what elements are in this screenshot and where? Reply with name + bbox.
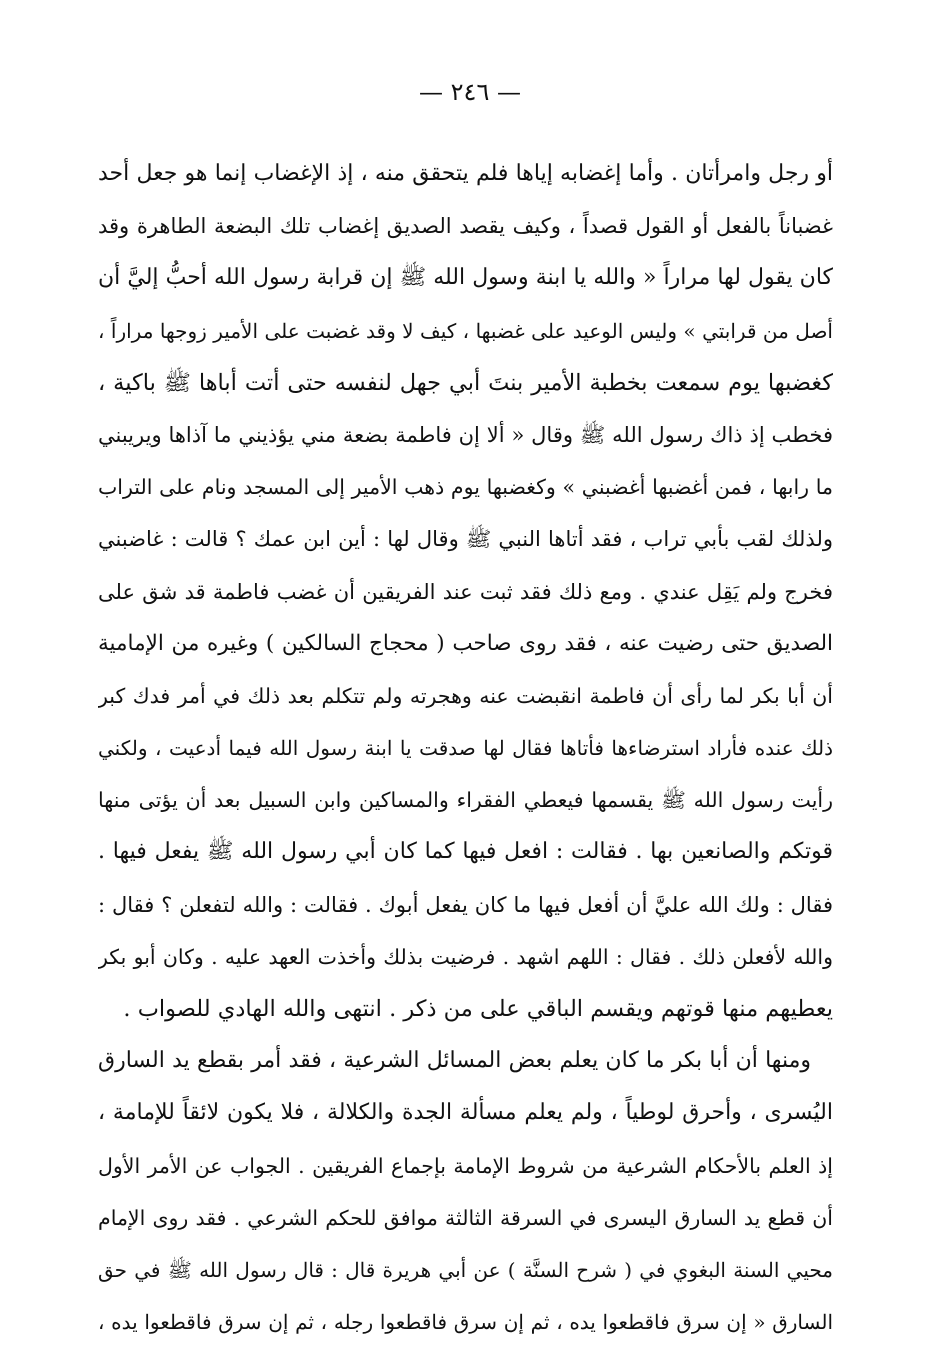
text-line: فقال : ولك الله عليَّ أن أفعل فيها ما كان يفعل أبوك . فقالت : والله لتفعلن ؟ فقال :	[98, 892, 833, 917]
paragraph-end-line: يعطيهم منها قوتهم ويقسم الباقي على من ذكر . انتهى والله الهادي للصواب .	[123, 996, 833, 1022]
text-line: اليُسرى ، وأحرق لوطياً ، ولم يعلم مسألة الجدة والكلالة ، فلا يكون لائقاً للإمامة ،	[98, 1100, 833, 1126]
text-line: أصل من قرابتي » وليس الوعيد على غضبها ، كيف لا وقد غضبت على الأمير زوجها مراراً ،	[98, 318, 833, 343]
text-line: الصديق حتى رضيت عنه ، فقد روى صاحب ( محجاج السالكين ) وغيره من الإمامية	[98, 630, 833, 656]
text-line: غضباناً بالفعل أو القول قصداً ، وكيف يقصد الصديق إغضاب تلك البضعة الطاهرة وقد	[98, 214, 833, 239]
text-line: فخطب إذ ذاك رسول الله ﷺ وقال « ألا إن فاطمة بضعة مني يؤذيني ما آذاها ويريبني	[98, 422, 833, 447]
text-line: أو رجل وامرأتان . وأما إغضابه إياها فلم يتحقق منه ، إذ الإغضاب إنما هو جعل أحد	[98, 161, 833, 186]
text-line: إذ العلم بالأحكام الشرعية من شروط الإمامة بإجماع الفريقين . الجواب عن الأمر الأول	[98, 1153, 833, 1178]
text-line: ذلك عنده فأراد استرضاءها فأتاها فقال لها صدقت يا ابنة رسول الله فيما أدعيت ، ولكني	[98, 736, 833, 761]
text-line: كان يقول لها مراراً « والله يا ابنة وسول الله ﷺ إن قرابة رسول الله أحبُّ إليَّ أن	[98, 265, 833, 291]
text-line: السارق « إن سرق فاقطعوا يده ، ثم إن سرق فاقطعوا رجله ، ثم إن سرق فاقطعوا يده ،	[98, 1310, 833, 1335]
text-line: أن أبا بكر لما رأى أن فاطمة انقبضت عنه وهجرته ولم تتكلم بعد ذلك في أمر فدك كبر	[98, 683, 833, 708]
page-number: — ٢٤٦ —	[419, 78, 521, 106]
text-line: والله لأفعلن ذلك . فقال : اللهم اشهد . فرضيت بذلك وأخذت العهد عليه . وكان أبو بكر	[98, 944, 833, 969]
text-line: كغضبها يوم سمعت بخطبة الأمير بنتَ أبي جهل لنفسه حتى أتت أباها ﷺ باكية ،	[98, 369, 833, 396]
text-line: أن قطع يد السارق اليسرى في السرقة الثالثة موافق للحكم الشرعي . فقد روى الإمام	[98, 1205, 833, 1230]
text-line: محيي السنة البغوي في ( شرح السنَّة ) عن أبي هريرة قال : قال رسول الله ﷺ في حق	[98, 1257, 833, 1282]
text-line: رأيت رسول الله ﷺ يقسمها فيعطي الفقراء والمساكين وابن السبيل بعد أن يؤتى منها	[98, 788, 833, 813]
text-line: فخرج ولم يَقِل عندي . ومع ذلك فقد ثبت عند الفريقين أن غضب فاطمة قد شق على	[98, 579, 833, 604]
text-line: ولذلك لقب بأبي تراب ، فقد أتاها النبي ﷺ وقال لها : أين ابن عمك ؟ قالت : غاضبني	[98, 527, 833, 552]
text-line: قوتكم والصانعين بها . فقالت : افعل فيها كما كان أبي رسول الله ﷺ يفعل فيها .	[98, 839, 833, 865]
paragraph-start-line: ومنها أن أبا بكر ما كان يعلم بعض المسائل الشرعية ، فقد أمر بقطع يد السارق	[98, 1048, 811, 1074]
body-text	[98, 148, 833, 1348]
text-line: ما رابها ، فمن أغضبها أغضبني » وكغضبها يوم ذهب الأمير إلى المسجد ونام على التراب	[98, 475, 833, 500]
